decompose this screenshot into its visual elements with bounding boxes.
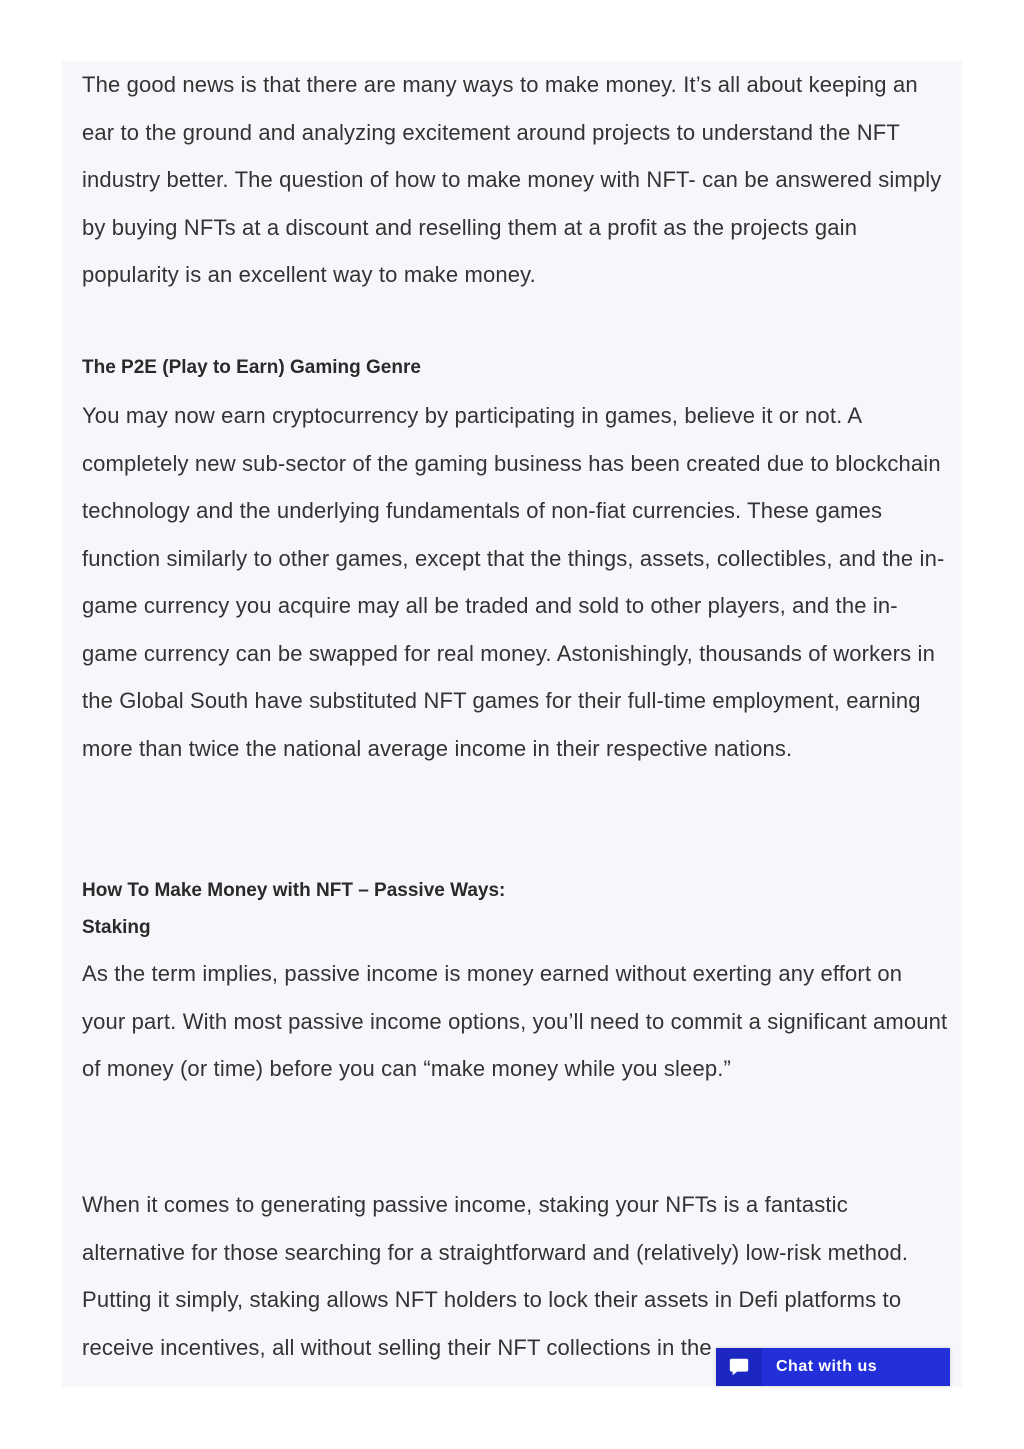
- staking-paragraph-2: When it comes to generating passive income, staking your NFTs is a fantastic alternative for those searching for a straightforward and (relatively) low-risk method. Putting it simply, staking allows NFT holders to lock their assets in Defi platforms to receive incentives, all without selling their NFT collections in the: [82, 1192, 909, 1360]
- chat-label: Chat with us: [776, 1358, 878, 1375]
- chat-with-us-button[interactable]: [716, 1348, 950, 1386]
- p2e-paragraph: You may now earn cryptocurrency by participating in games, believe it or not. A completely new sub-sector of the gaming business has been created due to blockchain technology and the underlying fundamentals of non-fiat currencies. These games function similarly to other games, except that the things, assets, collectibles, and the in-game currency you acquire may all be traded and sold to other players, and the in-game currency can be swapped for real money. Astonishingly, thousands of workers in the Global South have substituted NFT games for their full-time employment, earning more than twice the national average income in their respective nations.: [82, 403, 945, 761]
- chat-bubble-icon: [728, 1356, 750, 1378]
- intro-paragraph: The good news is that there are many ways to make money. It’s all about keeping an ear to the ground and analyzing excitement around projects to understand the NFT industry better. The question of how to make money with NFT- can be answered simply by buying NFTs at a discount and reselling them at a profit as the projects gain popularity is an excellent way to make money.: [82, 72, 942, 287]
- article-content-card: [62, 61, 962, 1387]
- staking-heading: Staking: [82, 917, 151, 938]
- p2e-heading: The P2E (Play to Earn) Gaming Genre: [82, 357, 421, 378]
- chat-icon-container: [716, 1348, 762, 1386]
- passive-ways-heading: How To Make Money with NFT – Passive Ways:: [82, 880, 506, 901]
- staking-paragraph-1: As the term implies, passive income is money earned without exerting any effort on your part. With most passive income options, you’ll need to commit a significant amount of money (or time) before you can “make money while you sleep.”: [82, 961, 948, 1081]
